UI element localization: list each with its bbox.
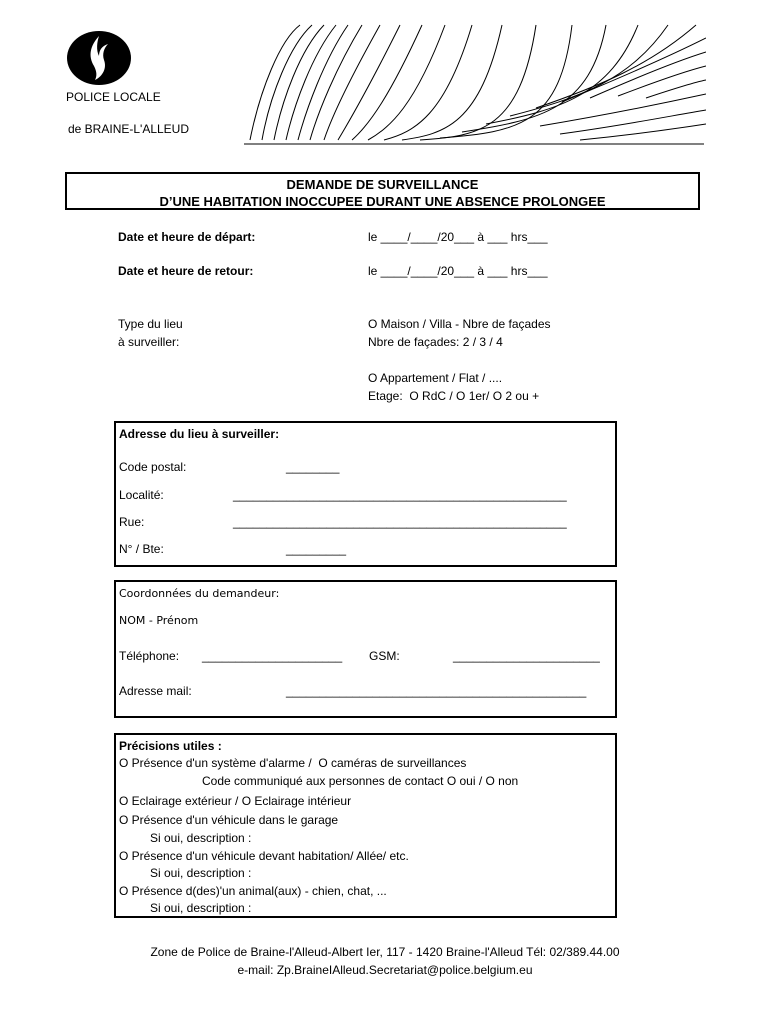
return-field[interactable]: le ____/____/20___ à ___ hrs___	[368, 264, 548, 278]
requester-heading: Coordonnées du demandeur:	[119, 587, 280, 600]
return-label: Date et heure de retour:	[118, 264, 254, 278]
form-title-box	[65, 172, 700, 210]
postal-code-field[interactable]: ________	[286, 460, 340, 474]
org-name-line1: POLICE LOCALE	[66, 90, 161, 104]
form-title-line2: D’UNE HABITATION INOCCUPEE DURANT UNE ABSENCE PROLONGEE	[159, 194, 606, 209]
postal-code-label: Code postal:	[119, 460, 187, 474]
option-facades[interactable]: Nbre de façades: 2 / 3 / 4	[368, 335, 503, 349]
option-house[interactable]: O Maison / Villa - Nbre de façades	[368, 317, 551, 331]
city-label: Localité:	[119, 488, 164, 502]
details-vehicle-garage-description[interactable]: Si oui, description :	[150, 831, 252, 845]
city-field[interactable]: __________________________________________________	[233, 488, 567, 502]
form-title-line1: DEMANDE DE SURVEILLANCE	[286, 177, 479, 192]
requester-section	[114, 580, 617, 718]
email-label: Adresse mail:	[119, 684, 192, 698]
gsm-field[interactable]: ______________________	[453, 649, 600, 663]
street-label: Rue:	[119, 515, 145, 529]
org-name-line2: de BRAINE-L'ALLEUD	[68, 122, 190, 136]
police-flame-logo-icon	[66, 30, 134, 86]
police-logo	[66, 30, 134, 86]
departure-field[interactable]: le ____/____/20___ à ___ hrs___	[368, 230, 548, 244]
house-number-label: N° / Bte:	[119, 542, 164, 556]
option-floor[interactable]: Etage: O RdC / O 1er/ O 2 ou +	[368, 389, 540, 403]
email-field[interactable]: _____________________________________________	[286, 684, 587, 698]
footer-email: e-mail: Zp.BraineIAlleud.Secretariat@police.belgium.eu	[237, 963, 533, 977]
details-vehicle-front-description[interactable]: Si oui, description :	[150, 866, 252, 880]
name-label: NOM - Prénom	[119, 614, 199, 627]
details-animal-description[interactable]: Si oui, description :	[150, 901, 252, 915]
details-heading: Précisions utiles :	[119, 739, 222, 753]
details-alarm-option[interactable]: O Présence d'un système d'alarme / O caméras de surveillances	[119, 756, 467, 770]
details-vehicle-front-option[interactable]: O Présence d'un véhicule devant habitation/ Allée/ etc.	[119, 849, 409, 863]
details-animal-option[interactable]: O Présence d(des)'un animal(aux) - chien, chat, ...	[119, 884, 387, 898]
address-section	[114, 421, 617, 567]
footer-address: Zone de Police de Braine-l'Alleud-Albert Ier, 117 - 1420 Braine-l'Alleud Tél: 02/389.44.00	[150, 945, 620, 959]
street-field[interactable]: __________________________________________________	[233, 515, 567, 529]
details-vehicle-garage-option[interactable]: O Présence d'un véhicule dans le garage	[119, 813, 339, 827]
phone-field[interactable]: _____________________	[202, 649, 343, 663]
details-lighting-option[interactable]: O Eclairage extérieur / O Eclairage intérieur	[119, 794, 352, 808]
header-wave-pattern	[240, 20, 706, 146]
place-type-label-line1: Type du lieu	[118, 317, 183, 331]
details-code-option[interactable]: Code communiqué aux personnes de contact O oui / O non	[202, 774, 519, 788]
departure-label: Date et heure de départ:	[118, 230, 256, 244]
option-flat[interactable]: O Appartement / Flat / ....	[368, 371, 503, 385]
gsm-label: GSM:	[369, 649, 400, 663]
place-type-label-line2: à surveiller:	[118, 335, 180, 349]
address-heading: Adresse du lieu à surveiller:	[119, 427, 280, 441]
house-number-field[interactable]: _________	[286, 542, 347, 556]
phone-label: Téléphone:	[119, 649, 180, 663]
details-section	[114, 733, 617, 918]
